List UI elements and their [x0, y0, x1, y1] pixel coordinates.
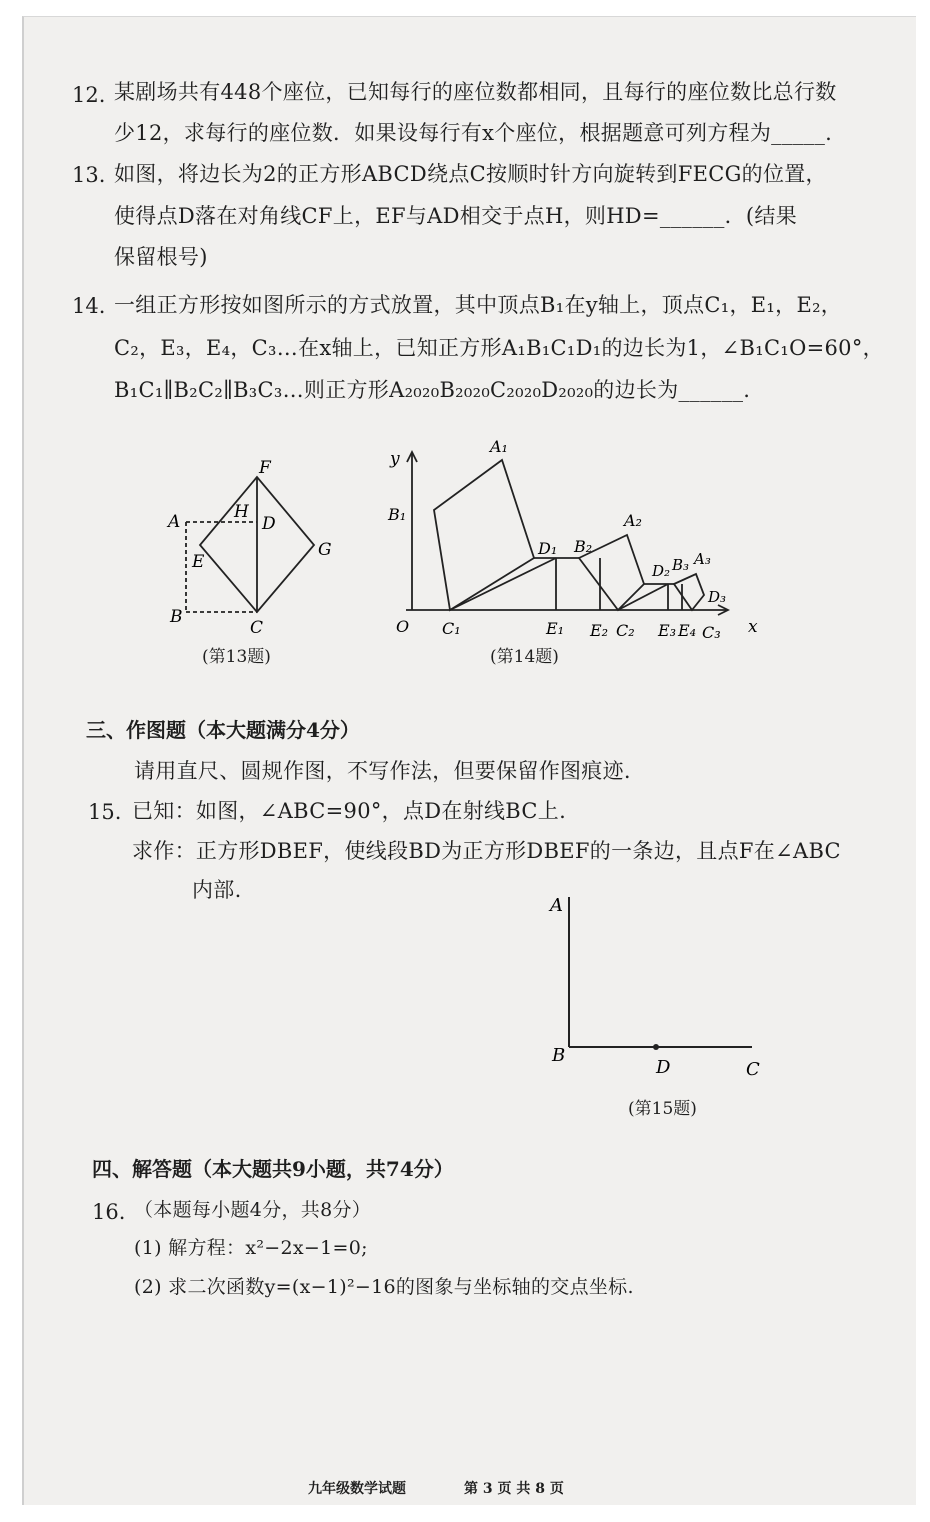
exam-page — [22, 16, 916, 1505]
fig14-label-D1: D₁ — [538, 539, 558, 558]
fig14-label-D2: D₂ — [652, 562, 671, 580]
fig15-label-D: D — [656, 1057, 671, 1078]
fig13-caption: (第13题) — [202, 647, 271, 667]
section-4-title: 四、解答题（本大题共9小题，共74分） — [92, 1157, 454, 1181]
fig13-label-E: E — [192, 552, 205, 572]
fig14-square-1 — [434, 460, 534, 610]
q16-number: 16. — [92, 1200, 126, 1224]
q15-line-2: 求作：正方形DBEF，使线段BD为正方形DBEF的一条边，且点F在∠ABC — [132, 839, 841, 863]
fig14-label-x: x — [748, 617, 758, 637]
fig15-point-D — [653, 1044, 659, 1050]
fig13-label-C: C — [250, 618, 264, 638]
q12-line-2: 少12，求每行的座位数．如果设每行有x个座位，根据题意可列方程为_____. — [114, 121, 833, 145]
fig14-caption: (第14题) — [490, 647, 559, 667]
fig13-label-F: F — [259, 458, 271, 478]
q15-number: 15. — [88, 800, 122, 824]
fig14-label-B1: B₁ — [388, 505, 407, 524]
fig14-square-3 — [674, 574, 704, 610]
fig14-label-C3: C₃ — [702, 623, 721, 642]
fig13-label-H: H — [234, 502, 249, 522]
fig13-label-G: G — [318, 540, 332, 560]
q13-line-3: 保留根号) — [114, 245, 208, 269]
fig13-label-B: B — [170, 607, 183, 627]
figure-13 — [164, 447, 354, 637]
q13-line-1: 如图，将边长为2的正方形ABCD绕点C按顺时针方向旋转到FECG的位置， — [114, 162, 827, 186]
q16-header: （本题每小题4分，共8分） — [134, 1199, 372, 1221]
fig14-label-O: O — [396, 617, 410, 636]
fig15-label-A: A — [550, 895, 563, 916]
fig14-label-A1: A₁ — [490, 437, 508, 456]
q12-number: 12. — [72, 83, 106, 107]
fig14-label-A3: A₃ — [694, 550, 711, 568]
q13-number: 13. — [72, 163, 106, 187]
footer-title: 九年级数学试题 — [308, 1481, 406, 1497]
q13-line-2: 使得点D落在对角线CF上，EF与AD相交于点H，则HD=______．(结果 — [114, 204, 798, 228]
q16-part-1: (1) 解方程：x²−2x−1=0; — [134, 1237, 368, 1259]
fig14-label-A2: A₂ — [624, 511, 642, 530]
q14-line-2: C₂，E₃，E₄，C₃…在x轴上，已知正方形A₁B₁C₁D₁的边长为1，∠B₁C₁O=60°， — [114, 336, 884, 360]
fig15-label-C: C — [746, 1059, 760, 1080]
fig14-label-B2: B₂ — [574, 537, 593, 556]
figure-14 — [386, 422, 766, 647]
fig14-label-E1: E₁ — [546, 619, 565, 638]
fig14-label-D3: D₃ — [708, 588, 727, 606]
q15-line-3: 内部. — [192, 878, 242, 902]
fig14-triangle-2 — [618, 584, 668, 610]
figure-15 — [544, 875, 784, 1085]
fig15-caption: (第15题) — [628, 1099, 697, 1119]
footer-page: 第 3 页 共 8 页 — [464, 1481, 564, 1497]
fig13-label-A: A — [168, 512, 181, 532]
section-3-title: 三、作图题（本大题满分4分） — [86, 718, 360, 742]
fig14-label-E3: E₃ — [658, 621, 677, 640]
q14-line-1: 一组正方形按如图所示的方式放置，其中顶点B₁在y轴上，顶点C₁，E₁，E₂， — [114, 293, 843, 317]
fig14-label-E4: E₄ — [678, 621, 697, 640]
fig13-label-D: D — [262, 514, 276, 534]
fig14-label-C2: C₂ — [616, 621, 635, 640]
section-3-instruction: 请用直尺、圆规作图，不写作法，但要保留作图痕迹. — [134, 759, 631, 783]
fig14-triangle-1 — [450, 558, 556, 610]
fig15-label-B: B — [552, 1045, 566, 1066]
q14-number: 14. — [72, 294, 106, 318]
fig14-label-E2: E₂ — [590, 621, 609, 640]
fig14-label-y: y — [390, 449, 400, 469]
q12-line-1: 某剧场共有448个座位，已知每行的座位数都相同，且每行的座位数比总行数 — [114, 80, 837, 104]
q15-line-1: 已知：如图，∠ABC=90°，点D在射线BC上. — [132, 799, 567, 823]
fig14-label-B3: B₃ — [672, 556, 690, 574]
q16-part-2: (2) 求二次函数y=(x−1)²−16的图象与坐标轴的交点坐标. — [134, 1276, 634, 1298]
fig14-label-C1: C₁ — [442, 619, 461, 638]
q14-line-3: B₁C₁∥B₂C₂∥B₃C₃…则正方形A₂₀₂₀B₂₀₂₀C₂₀₂₀D₂₀₂₀的边长为______. — [114, 378, 751, 402]
